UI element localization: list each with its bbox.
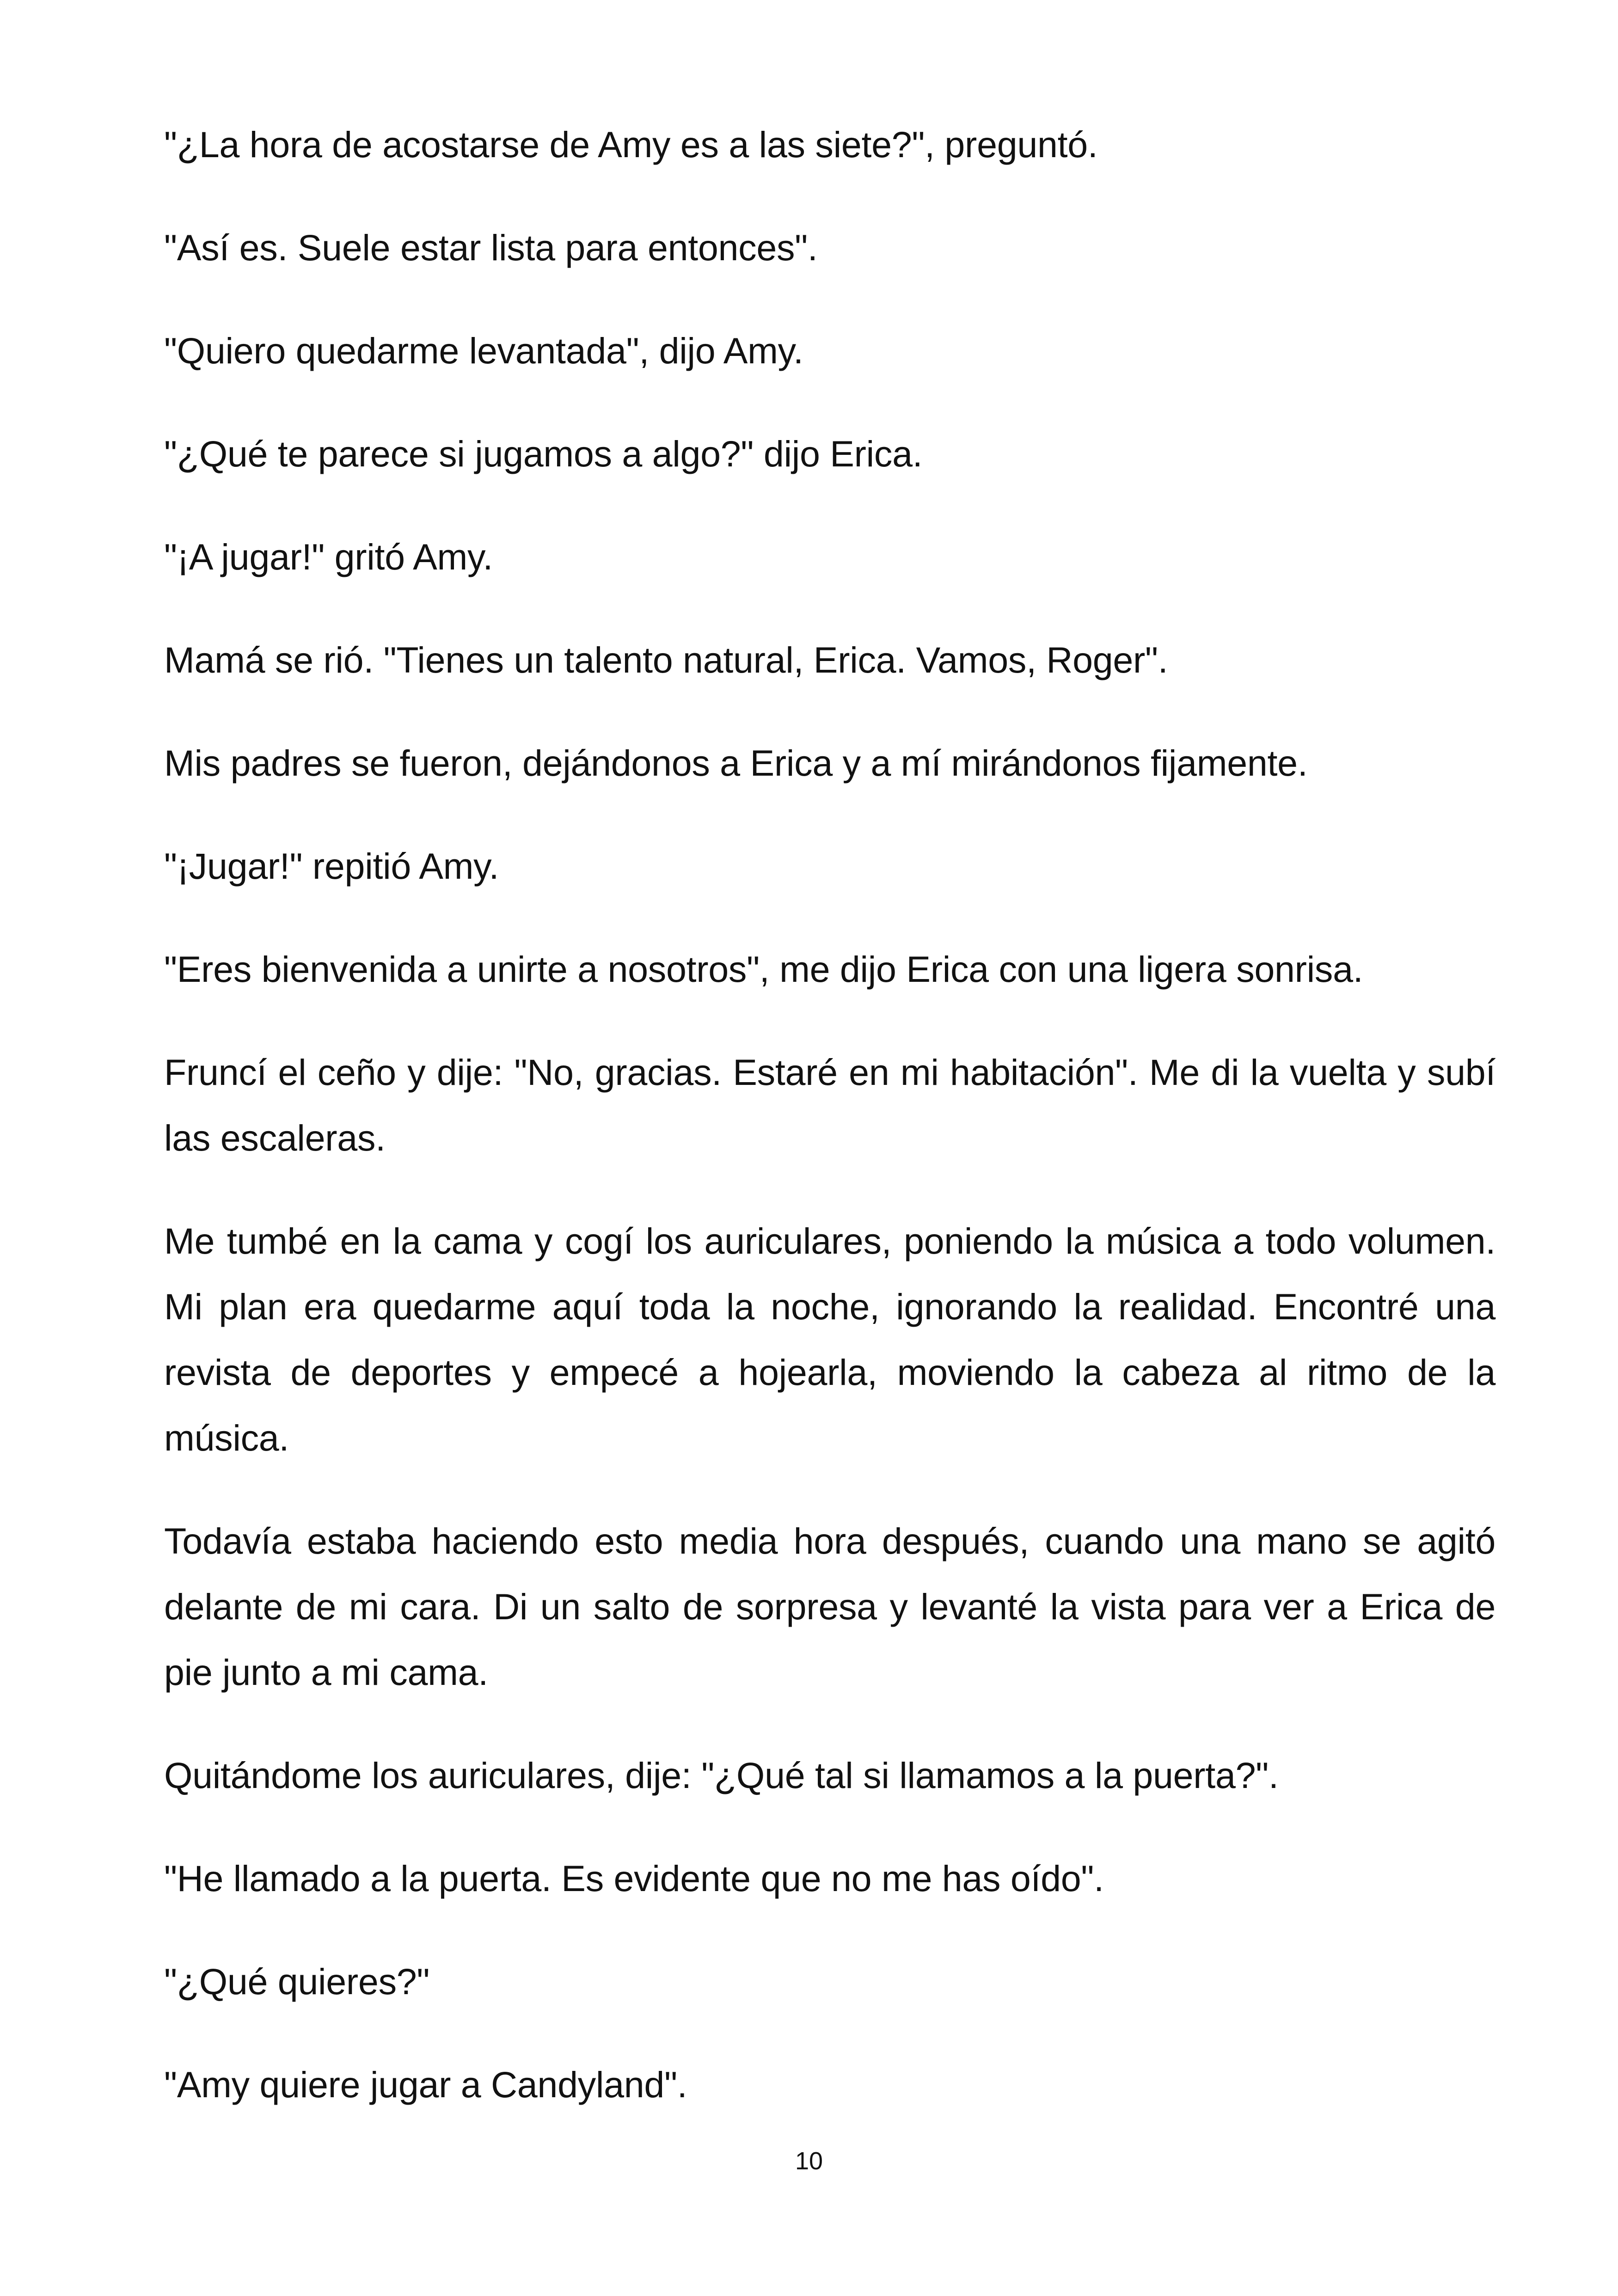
paragraph: "¡A jugar!" gritó Amy.	[164, 536, 493, 577]
paragraph: "¿Qué te parece si jugamos a algo?" dijo Erica.	[164, 433, 923, 474]
paragraph: Me tumbé en la cama y cogí los auriculares, poniendo la música a todo volumen. Mi plan era quedarme aquí toda la noche, ignorando la realidad. Encontré una revista de deportes y empecé a hojearla, moviendo la cabeza al ritmo de la música.	[164, 1220, 1495, 1458]
paragraph: "He llamado a la puerta. Es evidente que no me has oído".	[164, 1858, 1104, 1899]
body-text	[164, 112, 1495, 2155]
page-number: 10	[795, 2147, 823, 2175]
paragraph: "¿Qué quieres?"	[164, 1961, 430, 2002]
paragraph: Quitándome los auriculares, dije: "¿Qué tal si llamamos a la puerta?".	[164, 1755, 1279, 1796]
paragraph: "¡Jugar!" repitió Amy.	[164, 845, 499, 887]
paragraph: Mis padres se fueron, dejándonos a Erica y a mí mirándonos fijamente.	[164, 742, 1308, 784]
paragraph: "¿La hora de acostarse de Amy es a las siete?", preguntó.	[164, 124, 1098, 165]
paragraph: "Eres bienvenida a unirte a nosotros", me dijo Erica con una ligera sonrisa.	[164, 949, 1363, 990]
paragraph: Mamá se rió. "Tienes un talento natural, Erica. Vamos, Roger".	[164, 639, 1168, 680]
paragraph: "Quiero quedarme levantada", dijo Amy.	[164, 330, 803, 371]
paragraph: "Así es. Suele estar lista para entonces".	[164, 227, 818, 268]
paragraph: Fruncí el ceño y dije: "No, gracias. Estaré en mi habitación". Me di la vuelta y subí las escaleras.	[164, 1052, 1495, 1158]
paragraph: Todavía estaba haciendo esto media hora después, cuando una mano se agitó delante de mi cara. Di un salto de sorpresa y levanté la vista para ver a Erica de pie junto a mi cama.	[164, 1520, 1495, 1693]
paragraph: "Amy quiere jugar a Candyland".	[164, 2064, 687, 2105]
